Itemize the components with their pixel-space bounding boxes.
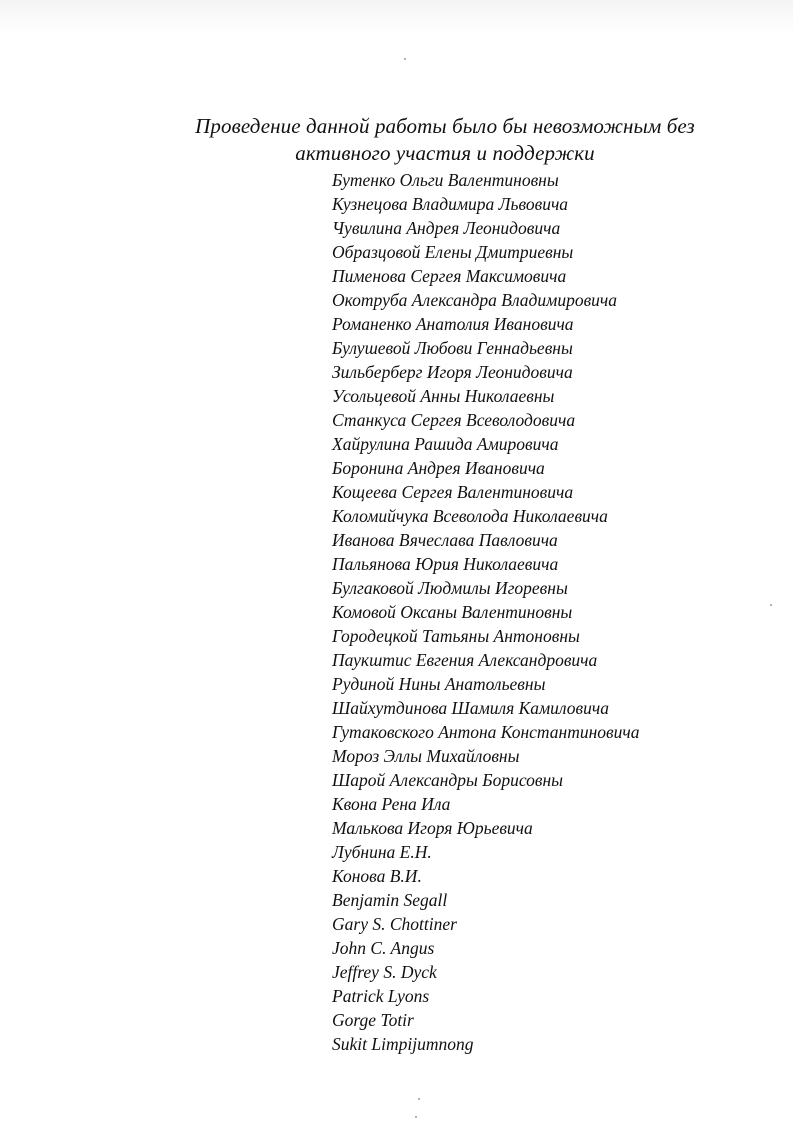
list-item: Gorge Totir xyxy=(332,1010,414,1030)
list-item: Городецкой Татьяны Антоновны xyxy=(332,626,580,646)
list-item: Рудиной Нины Анатольевны xyxy=(332,674,546,694)
list-item: Хайрулина Рашида Амировича xyxy=(332,434,559,454)
list-item: Patrick Lyons xyxy=(332,986,430,1006)
list-item: Квона Рена Ила xyxy=(332,794,451,814)
list-item: Benjamin Segall xyxy=(332,890,448,910)
list-item: Кузнецова Владимира Львовича xyxy=(332,194,569,214)
list-item: Gary S. Chottiner xyxy=(332,914,457,934)
list-item: Булгаковой Людмилы Игоревны xyxy=(332,578,568,598)
list-item: Комовой Оксаны Валентиновны xyxy=(332,602,573,622)
list-item: Образцовой Елены Дмитриевны xyxy=(332,242,574,262)
list-item: Пименова Сергея Максимовича xyxy=(332,266,567,286)
list-item: Романенко Анатолия Ивановича xyxy=(332,314,574,334)
scan-top-edge xyxy=(0,0,793,34)
list-item: Усольцевой Анны Николаевны xyxy=(332,386,555,406)
list-item: Зильберберг Игоря Леонидовича xyxy=(332,362,573,382)
list-item: Jeffrey S. Dyck xyxy=(332,962,437,982)
list-item: Иванова Вячеслава Павловича xyxy=(332,530,558,550)
list-item: Лубнина Е.Н. xyxy=(332,842,432,862)
list-item: Боронина Андрея Ивановича xyxy=(332,458,545,478)
list-item: Паукштис Евгения Александровича xyxy=(332,650,598,670)
list-item: Мороз Эллы Михайловны xyxy=(332,746,520,766)
heading-line-1: Проведение данной работы было бы невозможным без xyxy=(195,114,695,138)
acknowledgement-heading xyxy=(150,113,740,167)
list-item: Конова В.И. xyxy=(332,866,422,886)
list-item: Коломийчука Всеволода Николаевича xyxy=(332,506,608,526)
list-item: Окотруба Александра Владимировича xyxy=(332,290,618,310)
list-item: Кощеева Сергея Валентиновича xyxy=(332,482,574,502)
list-item: Станкуса Сергея Всеволодовича xyxy=(332,410,576,430)
scan-speck xyxy=(770,604,772,606)
list-item: John C. Angus xyxy=(332,938,435,958)
list-item: Sukit Limpijumnong xyxy=(332,1034,474,1054)
scan-speck xyxy=(418,1098,420,1100)
scan-speck xyxy=(415,1116,417,1118)
list-item: Булушевой Любови Геннадьевны xyxy=(332,338,573,358)
list-item: Пальянова Юрия Николаевича xyxy=(332,554,559,574)
list-item: Шарой Александры Борисовны xyxy=(332,770,564,790)
list-item: Бутенко Ольги Валентиновны xyxy=(332,170,559,190)
scan-speck xyxy=(404,58,406,60)
names-list xyxy=(332,168,772,1056)
list-item: Чувилина Андрея Леонидовича xyxy=(332,218,561,238)
heading-line-2: активного участия и поддержки xyxy=(295,141,595,165)
list-item: Малькова Игоря Юрьевича xyxy=(332,818,533,838)
list-item: Гутаковского Антона Константиновича xyxy=(332,722,640,742)
list-item: Шайхутдинова Шамиля Камиловича xyxy=(332,698,609,718)
